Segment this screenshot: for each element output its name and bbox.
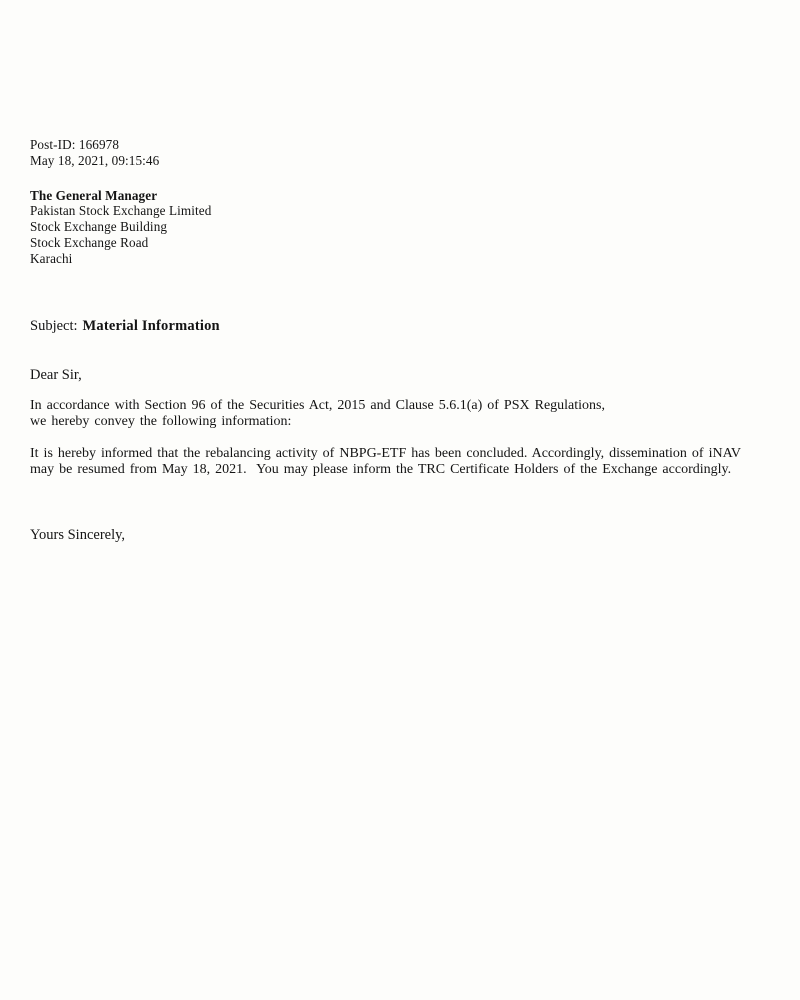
paragraph-line: It is hereby informed that the rebalancing activity of NBPG-ETF has been concluded. Accordingly, dissemination of iNAV <box>30 445 742 461</box>
recipient-address-line: Stock Exchange Building <box>30 219 168 235</box>
paragraph-announcement <box>30 446 800 478</box>
paragraph-line: may be resumed from May 18, 2021. You may please inform the TRC Certificate Holders of the Exchange accordingly. <box>30 462 732 478</box>
recipient-address <box>30 188 800 267</box>
subject-value: Material Information <box>82 317 220 334</box>
subject-label: Subject: <box>30 317 78 334</box>
paragraph-line: we hereby convey the following information: <box>30 413 292 429</box>
date-line: May 18, 2021, 09:15:46 <box>30 152 160 168</box>
closing-sign-off: Yours Sincerely, <box>30 527 126 544</box>
post-id-line: Post-ID: 166978 <box>30 137 120 152</box>
recipient-name: The General Manager <box>30 187 158 203</box>
letter-meta <box>30 137 800 169</box>
recipient-address-line: Stock Exchange Road <box>30 234 149 250</box>
paragraph-regulations <box>30 398 800 430</box>
salutation: Dear Sir, <box>30 366 82 383</box>
paragraph-line: In accordance with Section 96 of the Securities Act, 2015 and Clause 5.6.1(a) of PSX Regulations, <box>30 397 605 413</box>
recipient-address-line: Pakistan Stock Exchange Limited <box>30 203 212 219</box>
recipient-address-line: Karachi <box>30 250 73 266</box>
subject-line <box>30 317 800 335</box>
